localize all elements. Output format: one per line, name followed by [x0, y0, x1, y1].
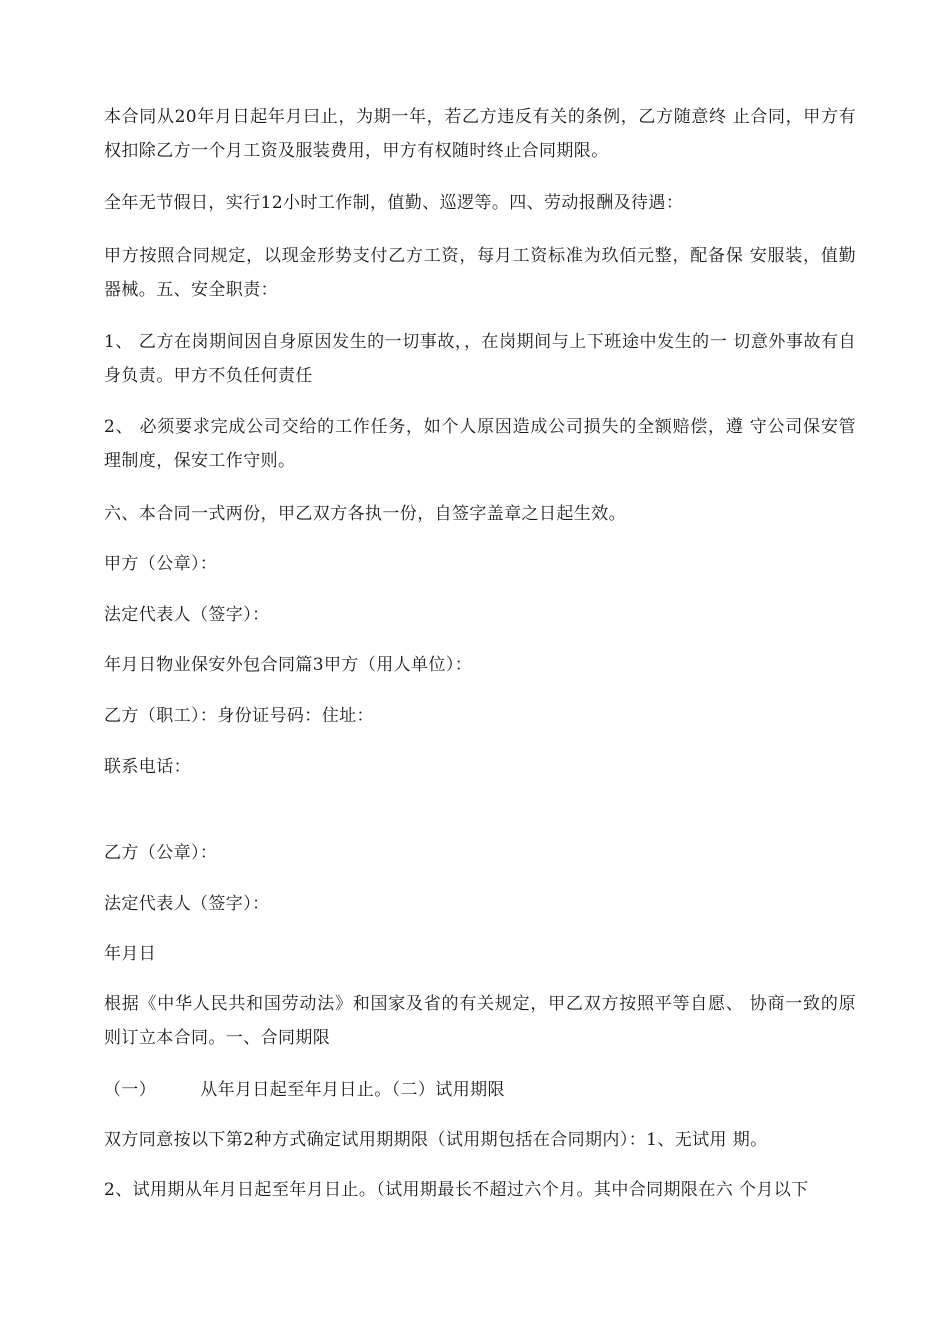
party-a-seal-label: 甲方（公章）： [104, 554, 218, 574]
paragraph-legal-basis: 根据《中华人民共和国劳动法》和国家及省的有关规定，甲乙双方按照平等自愿、 协商一致的原则订立本合同。一、合同期限 [104, 994, 856, 1048]
term-label: （一） [104, 1080, 157, 1100]
term-text: 从年月日起至年月日止。（二）试用期限 [200, 1080, 505, 1100]
paragraph-salary: 甲方按照合同规定，以现金形势支付乙方工资，每月工资标准为玖佰元整，配备保 安服装，值勤器械。五、安全职责： [104, 246, 856, 300]
paragraph-probation-period: 2、试用期从年月日起至年月日止。（试用期最长不超过六个月。其中合同期限在六 个月以下 [104, 1180, 809, 1200]
paragraph-probation-method: 双方同意按以下第2种方式确定试用期期限（试用期包括在合同期内）：1、无试用 期。 [104, 1130, 768, 1150]
party-a-representative-label: 法定代表人（签字）： [104, 605, 270, 625]
contract-3-header: 年月日物业保安外包合同篇3甲方（用人单位）： [104, 655, 473, 675]
party-b-seal-label: 乙方（公章）： [104, 843, 218, 863]
term-line [104, 1073, 856, 1107]
paragraph-safety-2: 2、 必须要求完成公司交给的工作任务，如个人原因造成公司损失的全额赔偿，遵 守公司保安管理制度，保安工作守则。 [104, 417, 856, 471]
paragraph-contract-term: 本合同从20年月日起年月曰止，为期一年，若乙方违反有关的条例，乙方随意终 止合同，甲方有权扣除乙方一个月工资及服装费用，甲方有权随时终止合同期限。 [104, 107, 856, 161]
party-b-employee-line: 乙方（职工）：身份证号码：住址： [104, 706, 374, 726]
contact-phone-label: 联系电话： [104, 757, 191, 777]
paragraph-safety-1: 1、 乙方在岗期间因自身原因发生的一切事故，，在岗期间与上下班途中发生的一 切意外事故有自身负责。甲方不负任何责任 [104, 332, 856, 386]
party-b-representative-label: 法定代表人（签字）： [104, 894, 270, 914]
paragraph-copies: 六、本合同一式两份，甲乙双方各执一份，自签字盖章之日起生效。 [104, 504, 626, 524]
paragraph-working-hours: 全年无节假日，实行12小时工作制，值勤、巡逻等。四、劳动报酬及待遇： [104, 193, 684, 213]
date-line: 年月日 [104, 944, 157, 964]
